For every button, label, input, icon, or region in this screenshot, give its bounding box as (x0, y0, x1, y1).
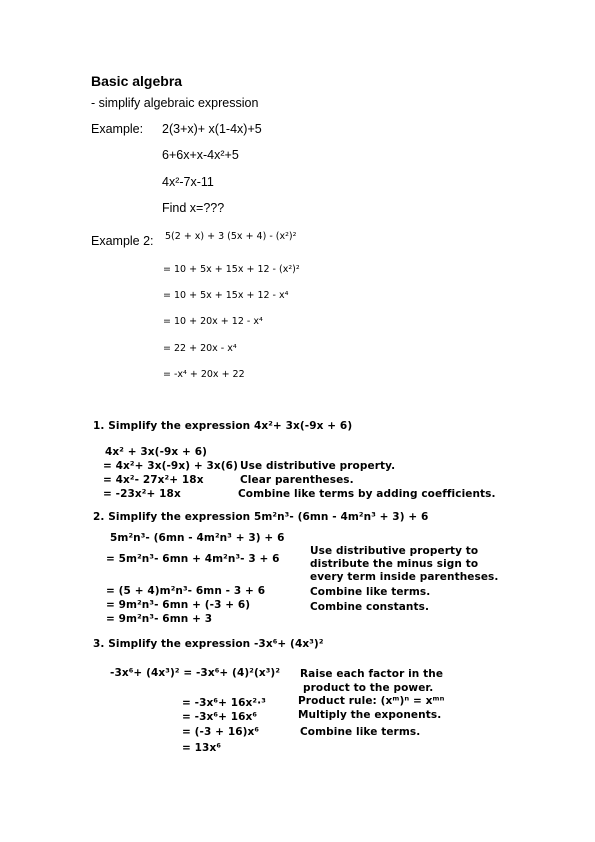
example2-line: = 10 + 5x + 15x + 12 - x⁴ (163, 290, 289, 301)
problem2-note: Combine like terms. (310, 586, 431, 598)
example1-line: 6+6x+x-4x²+5 (162, 148, 239, 162)
problem3-note: Product rule: (xᵐ)ⁿ = xᵐⁿ (298, 695, 445, 707)
problem3-expr: = -3x⁶+ 16x²·³ (182, 697, 266, 709)
problem3-note: Raise each factor in the (300, 668, 444, 680)
problem1-note: Use distributive property. (240, 460, 396, 472)
problem1-heading: 1. Simplify the expression 4x²+ 3x(-9x + 6) (93, 420, 353, 432)
problem1-expr: 4x² + 3x(-9x + 6) (105, 446, 208, 458)
problem2-expr: = 5m²n³- 6mn + 4m²n³- 3 + 6 (106, 553, 280, 565)
problem3-note: Combine like terms. (300, 726, 421, 738)
page-subtitle: - simplify algebraic expression (91, 96, 259, 110)
problem1-note: Clear parentheses. (240, 474, 354, 486)
problem2-expr: 5m²n³- (6mn - 4m²n³ + 3) + 6 (110, 532, 285, 544)
example2-label: Example 2: (91, 234, 154, 248)
problem2-note: Use distributive property to (310, 545, 479, 557)
example2-line: = 10 + 20x + 12 - x⁴ (163, 316, 263, 327)
problem3-heading: 3. Simplify the expression -3x⁶+ (4x³)² (93, 638, 324, 650)
problem1-expr: = 4x²- 27x²+ 18x (103, 474, 204, 486)
example2-line: = 10 + 5x + 15x + 12 - (x²)² (163, 264, 300, 275)
problem2-expr: = 9m²n³- 6mn + 3 (106, 613, 213, 625)
problem2-heading: 2. Simplify the expression 5m²n³- (6mn - 4m²n³ + 3) + 6 (93, 511, 429, 523)
page-title: Basic algebra (91, 73, 183, 89)
problem2-expr: = (5 + 4)m²n³- 6mn - 3 + 6 (106, 585, 266, 597)
problem3-expr: = -3x⁶+ 16x⁶ (182, 711, 258, 723)
example2-line: = -x⁴ + 20x + 22 (163, 369, 245, 380)
example2-line: 5(2 + x) + 3 (5x + 4) - (x²)² (165, 231, 297, 242)
example1-line: Find x=??? (162, 201, 225, 215)
problem2-note: Combine constants. (310, 601, 430, 613)
problem1-expr: = 4x²+ 3x(-9x) + 3x(6) (103, 460, 238, 472)
problem3-expr: -3x⁶+ (4x³)² = -3x⁶+ (4)²(x³)² (110, 667, 281, 679)
problem3-note: Multiply the exponents. (298, 709, 442, 721)
example2-line: = 22 + 20x - x⁴ (163, 343, 237, 354)
problem2-note: every term inside parentheses. (310, 571, 499, 583)
problem3-note: product to the power. (303, 682, 434, 694)
example1-label: Example: (91, 122, 144, 136)
example1-line: 2(3+x)+ x(1-4x)+5 (162, 122, 262, 136)
problem2-note: distribute the minus sign to (310, 558, 479, 570)
problem3-expr: = 13x⁶ (182, 742, 222, 754)
problem1-expr: = -23x²+ 18x (103, 488, 181, 500)
problem1-note: Combine like terms by adding coefficients. (238, 488, 496, 500)
problem2-expr: = 9m²n³- 6mn + (-3 + 6) (106, 599, 251, 611)
problem3-expr: = (-3 + 16)x⁶ (182, 726, 260, 738)
example1-line: 4x²-7x-11 (162, 175, 214, 189)
